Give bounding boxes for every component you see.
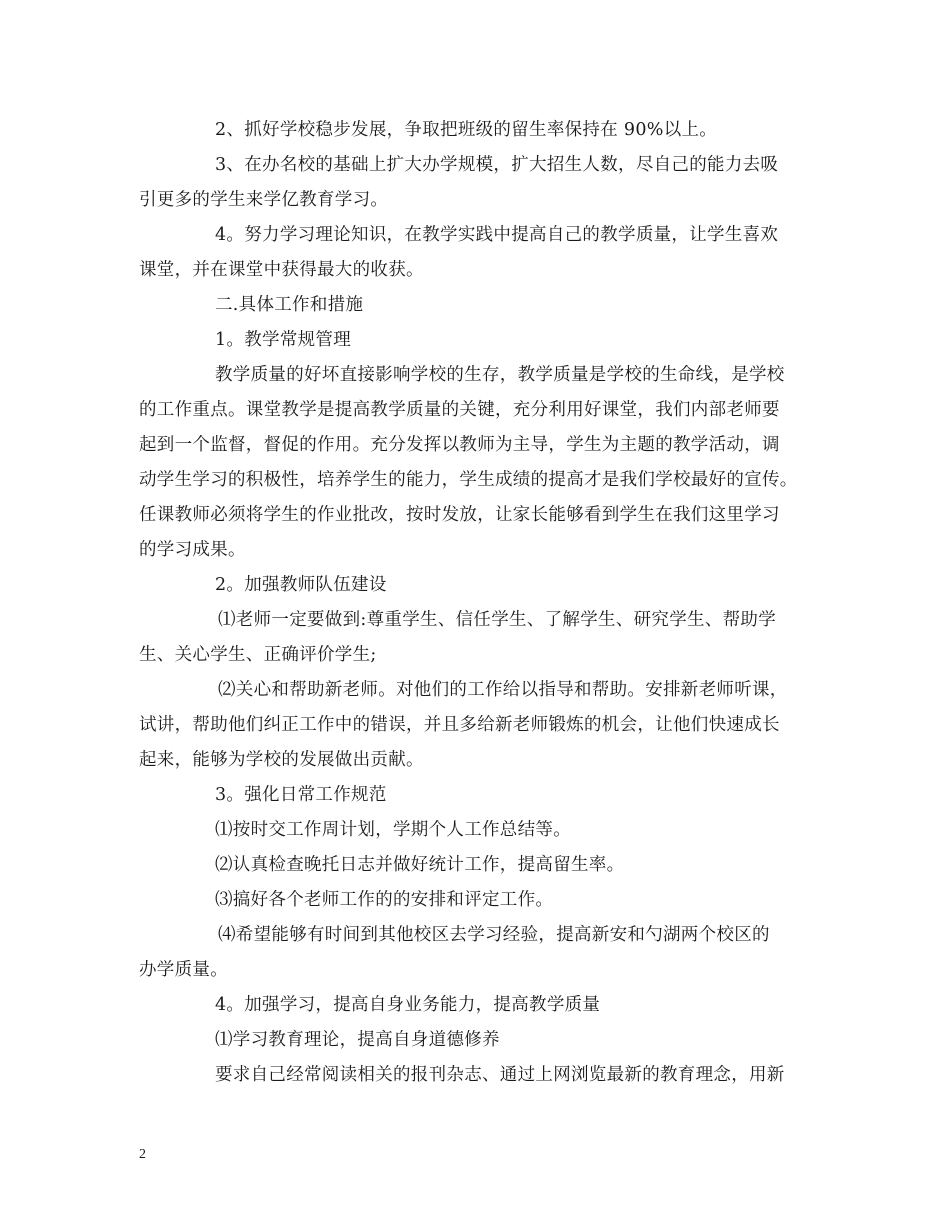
subsection-heading: 1。教学常规管理 xyxy=(215,330,352,350)
text-line: 起来，能够为学校的发展做出贡献。 xyxy=(139,750,424,770)
text-line: 试讲，帮助他们纠正工作中的错误，并且多给新老师锻炼的机会，让他们快速成长 xyxy=(139,715,780,735)
section-heading: 二.具体工作和措施 xyxy=(215,295,364,315)
text-line: 生、关心学生、正确评价学生; xyxy=(139,645,377,665)
text-line: 课堂，并在课堂中获得最大的收获。 xyxy=(139,260,424,280)
text-line: 2、抓好学校稳步发展，争取把班级的留生率保持在 90%以上。 xyxy=(215,120,718,140)
text-line: 要求自己经常阅读相关的报刊杂志、通过上网浏览最新的教育理念，用新 xyxy=(215,1065,785,1085)
text-line: 起到一个监督，督促的作用。充分发挥以教师为主导，学生为主题的教学活动，调 xyxy=(139,435,780,455)
text-line: 的工作重点。课堂教学是提高教学质量的关键，充分利用好课堂，我们内部老师要 xyxy=(139,400,780,420)
subsection-heading: 2。加强教师队伍建设 xyxy=(215,575,387,595)
text-line: 任课教师必须将学生的作业批改，按时发放，让家长能够看到学生在我们这里学习 xyxy=(139,505,780,525)
text-line: 的学习成果。 xyxy=(139,540,246,560)
subsection-heading: 4。加强学习，提高自身业务能力，提高教学质量 xyxy=(215,995,601,1015)
text-line: ⑵认真检查晚托日志并做好统计工作，提高留生率。 xyxy=(215,855,625,875)
text-line: ⑴老师一定要做到:尊重学生、信任学生、了解学生、研究学生、帮助学 xyxy=(218,610,776,630)
text-line: ⑴按时交工作周计划，学期个人工作总结等。 xyxy=(215,820,571,840)
text-line: ⑴学习教育理论，提高自身道德修养 xyxy=(215,1030,500,1050)
text-line: 引更多的学生来学亿教育学习。 xyxy=(139,190,389,210)
text-line: ⑶搞好各个老师工作的的安排和评定工作。 xyxy=(215,890,554,910)
text-line: 教学质量的好坏直接影响学校的生存，教学质量是学校的生命线，是学校 xyxy=(215,365,785,385)
page-number: 2 xyxy=(139,1147,146,1162)
text-line: ⑷希望能够有时间到其他校区去学习经验，提高新安和勺湖两个校区的 xyxy=(218,925,770,945)
text-line: 动学生学习的积极性，培养学生的能力，学生成绩的提高才是我们学校最好的宣传。 xyxy=(139,470,798,490)
subsection-heading: 3。强化日常工作规范 xyxy=(215,785,387,805)
text-line: ⑵关心和帮助新老师。对他们的工作给以指导和帮助。安排新老师听课， xyxy=(218,680,788,700)
text-line: 办学质量。 xyxy=(139,960,228,980)
text-line: 4。努力学习理论知识，在教学实践中提高自己的教学质量，让学生喜欢 xyxy=(215,225,779,245)
text-line: 3、在办名校的基础上扩大办学规模，扩大招生人数，尽自己的能力去吸 xyxy=(215,155,779,175)
